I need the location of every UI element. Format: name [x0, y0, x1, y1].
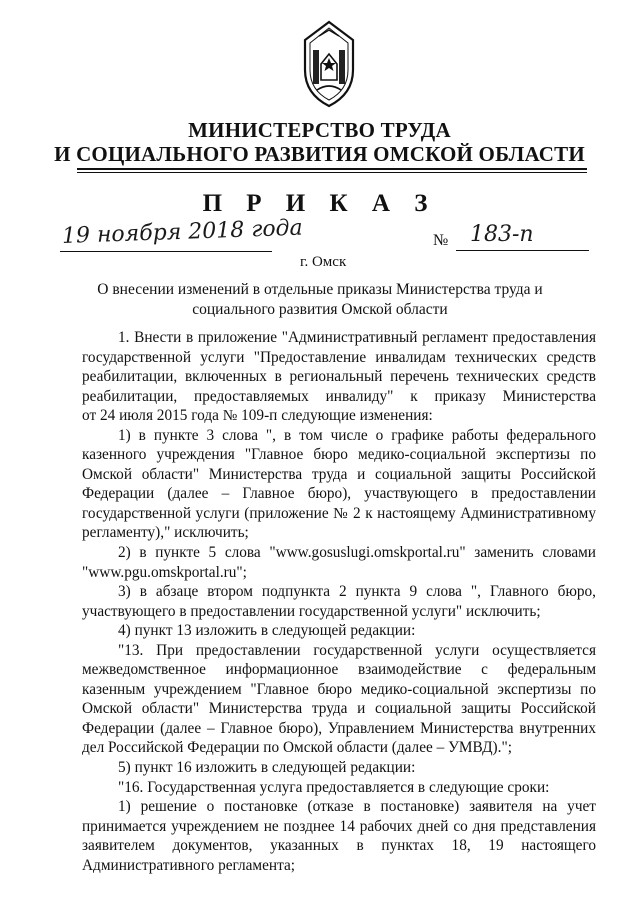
- subject-line: О внесении изменений в отдельные приказы Министерства труда и: [97, 281, 543, 298]
- ministry-title-line2: И СОЦИАЛЬНОГО РАЗВИТИЯ ОМСКОЙ ОБЛАСТИ: [54, 142, 585, 166]
- body-line: государственной услуги "Предоставление инвалидам технических средств: [82, 348, 596, 366]
- number-label: №: [433, 232, 449, 249]
- number-underline: [456, 250, 589, 251]
- body-line: 3) в абзаце втором подпункта 2 пункта 9 слова ", Главного бюро,: [118, 583, 596, 601]
- handwritten-number: 183-п: [470, 222, 534, 247]
- body-line: 1) в пункте 3 слова ", в том числе о графике работы федерального: [118, 426, 596, 444]
- ministry-title-line1: МИНИСТЕРСТВО ТРУДА: [188, 118, 451, 142]
- body-line: принимается учреждением не позднее 14 рабочих дней со дня представления: [82, 817, 596, 835]
- body-line: реабилитации, включенных в региональный перечень технических средств: [82, 368, 596, 386]
- date-underline: [60, 251, 272, 252]
- body-line: 4) пункт 13 изложить в следующей редакции:: [118, 622, 416, 640]
- body-line: Омской области" Министерства труда и социальной защиты Российской: [82, 700, 596, 718]
- body-line: 1. Внести в приложение "Административный регламент предоставления: [118, 329, 596, 346]
- city: г. Омск: [300, 254, 347, 270]
- body-line: "www.pgu.omskportal.ru";: [82, 563, 247, 581]
- subject-line: социального развития Омской области: [192, 301, 448, 318]
- body-line: казенного учреждения "Главное бюро медико-социальной экспертизы по: [82, 446, 596, 464]
- handwritten-date: 19 ноября 2018 года: [61, 215, 304, 249]
- body-line: Омской области" Министерства труда и социальной защиты Российской: [82, 465, 596, 483]
- body-line: 5) пункт 16 изложить в следующей редакции:: [118, 759, 416, 777]
- body-line: казенным учреждением "Главное бюро медико-социальной экспертизы по: [82, 680, 596, 698]
- order-body: [82, 328, 596, 875]
- body-line: дел Российской Федерации по Омской области (далее – УМВД).";: [82, 739, 512, 757]
- body-line: от 24 июля 2015 года № 109-п следующие изменения:: [82, 407, 433, 425]
- body-line: государственной услуги (приложение № 2 к настоящему Административному: [82, 504, 596, 522]
- header-rule-thick: [77, 168, 587, 170]
- body-line: "16. Государственная услуга предоставляется в следующие сроки:: [118, 778, 550, 796]
- body-line: "13. При предоставлении государственной услуги осуществляется: [118, 641, 596, 659]
- body-line: заявителем документов, указанных в пунктах 18, 19 настоящего: [82, 837, 596, 855]
- order-subject: [80, 280, 560, 320]
- body-line: 2) в пункте 5 слова "www.gosuslugi.omskportal.ru" заменить словами: [118, 544, 596, 562]
- header-rule-thin: [77, 172, 587, 173]
- body-line: регламенту)," исключить;: [82, 524, 249, 542]
- body-line: участвующего в предоставлении государственной услуги" исключить;: [82, 602, 541, 620]
- coat-of-arms-icon: [297, 20, 361, 108]
- body-line: реабилитации, предоставляемых инвалиду" к приказу Министерства: [82, 387, 596, 405]
- body-line: Федерации (далее – Главное бюро), Управлением Министерства внутренних: [82, 719, 596, 737]
- body-line: 1) решение о постановке (отказе в постановке) заявителя на учет: [118, 798, 596, 816]
- body-line: межведомственное информационное взаимодействие с федеральным: [82, 661, 596, 679]
- body-line: Федерации (далее – Главное бюро), участвующего в предоставлении: [82, 485, 596, 503]
- document-type: П Р И К А З: [202, 190, 437, 217]
- body-line: Административного регламента;: [82, 856, 295, 874]
